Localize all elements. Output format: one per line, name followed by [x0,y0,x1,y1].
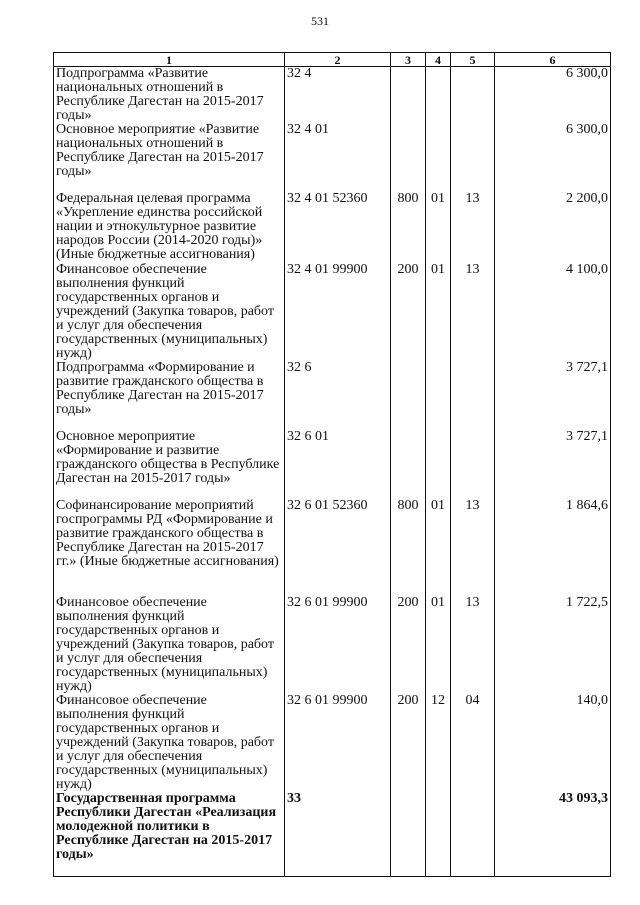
row-amount-cell: 2 200,0 [495,192,611,263]
row-expense-type-cell: 800 [391,499,426,596]
budget-table [53,52,611,877]
row-section-cell [426,430,451,499]
row-name-cell: Федеральная целевая программа «Укрепление единства российской нации и этнокультурное развитие народов России (2014-2020 годы)» (Иные бюджетные ассигнования) [54,192,285,263]
row-section-cell [426,792,451,877]
row-section-cell: 01 [426,499,451,596]
header-col-2: 2 [285,53,391,67]
row-name-cell: Финансовое обеспечение выполнения функций государственных органов и учреждений (Закупка товаров, работ и услуг для обеспечения государственных (муниципальных) нужд) [54,263,285,361]
table-row [54,499,611,596]
row-subsection-cell: 04 [451,694,495,792]
row-section-cell [426,67,451,124]
row-expense-type-cell: 200 [391,263,426,361]
row-name-cell: Подпрограмма «Развитие национальных отношений в Республике Дагестан на 2015-2017 годы» [54,67,285,124]
table-row [54,596,611,694]
row-code-cell: 33 [285,792,391,877]
row-code-cell: 32 6 01 99900 [285,694,391,792]
header-col-3: 3 [391,53,426,67]
header-col-1: 1 [54,53,285,67]
row-amount-cell: 3 727,1 [495,361,611,430]
table-row [54,123,611,192]
row-code-cell: 32 4 [285,67,391,124]
row-expense-type-cell: 200 [391,596,426,694]
row-amount-cell: 1 722,5 [495,596,611,694]
row-name-cell: Подпрограмма «Формирование и развитие гражданского общества в Республике Дагестан на 2015-2017 годы» [54,361,285,430]
table-row [54,430,611,499]
header-col-4: 4 [426,53,451,67]
row-code-cell: 32 6 01 52360 [285,499,391,596]
row-code-cell: 32 6 01 [285,430,391,499]
row-amount-cell: 4 100,0 [495,263,611,361]
row-subsection-cell: 13 [451,596,495,694]
row-subsection-cell: 13 [451,263,495,361]
row-name-cell: Основное мероприятие «Развитие национальных отношений в Республике Дагестан на 2015-2017 годы» [54,123,285,192]
row-subsection-cell [451,67,495,124]
row-expense-type-cell [391,123,426,192]
table-row [54,263,611,361]
table-row [54,192,611,263]
table-row [54,694,611,792]
table-row [54,67,611,124]
row-amount-cell: 1 864,6 [495,499,611,596]
row-subsection-cell [451,792,495,877]
row-name-cell: Основное мероприятие «Формирование и развитие гражданского общества в Республике Дагестан на 2015-2017 годы» [54,430,285,499]
row-code-cell: 32 4 01 52360 [285,192,391,263]
row-amount-cell: 6 300,0 [495,67,611,124]
row-section-cell: 01 [426,192,451,263]
header-col-5: 5 [451,53,495,67]
header-row [54,53,611,67]
row-amount-cell: 6 300,0 [495,123,611,192]
row-section-cell: 12 [426,694,451,792]
row-section-cell: 01 [426,263,451,361]
table-row [54,792,611,877]
header-col-6: 6 [495,53,611,67]
row-expense-type-cell [391,792,426,877]
row-code-cell: 32 4 01 [285,123,391,192]
row-amount-cell: 3 727,1 [495,430,611,499]
row-subsection-cell [451,430,495,499]
row-expense-type-cell [391,430,426,499]
row-name-cell: Государственная программа Республики Дагестан «Реализация молодежной политики в Республике Дагестан на 2015-2017 годы» [54,792,285,877]
row-amount-cell: 140,0 [495,694,611,792]
row-subsection-cell [451,123,495,192]
row-section-cell [426,123,451,192]
page-number: 531 [311,14,329,28]
row-name-cell: Софинансирование мероприятий госпрограммы РД «Формирование и развитие гражданского общества в Республике Дагестан на 2015-2017 гг.» (Иные бюджетные ассигнования) [54,499,285,596]
row-subsection-cell: 13 [451,192,495,263]
row-expense-type-cell: 200 [391,694,426,792]
row-expense-type-cell: 800 [391,192,426,263]
row-section-cell: 01 [426,596,451,694]
row-expense-type-cell [391,361,426,430]
row-code-cell: 32 4 01 99900 [285,263,391,361]
row-section-cell [426,361,451,430]
row-code-cell: 32 6 [285,361,391,430]
row-amount-cell: 43 093,3 [495,792,611,877]
row-subsection-cell: 13 [451,499,495,596]
row-expense-type-cell [391,67,426,124]
row-code-cell: 32 6 01 99900 [285,596,391,694]
row-name-cell: Финансовое обеспечение выполнения функций государственных органов и учреждений (Закупка товаров, работ и услуг для обеспечения государственных (муниципальных) нужд) [54,694,285,792]
table-row [54,361,611,430]
row-subsection-cell [451,361,495,430]
row-name-cell: Финансовое обеспечение выполнения функций государственных органов и учреждений (Закупка товаров, работ и услуг для обеспечения государственных (муниципальных) нужд) [54,596,285,694]
